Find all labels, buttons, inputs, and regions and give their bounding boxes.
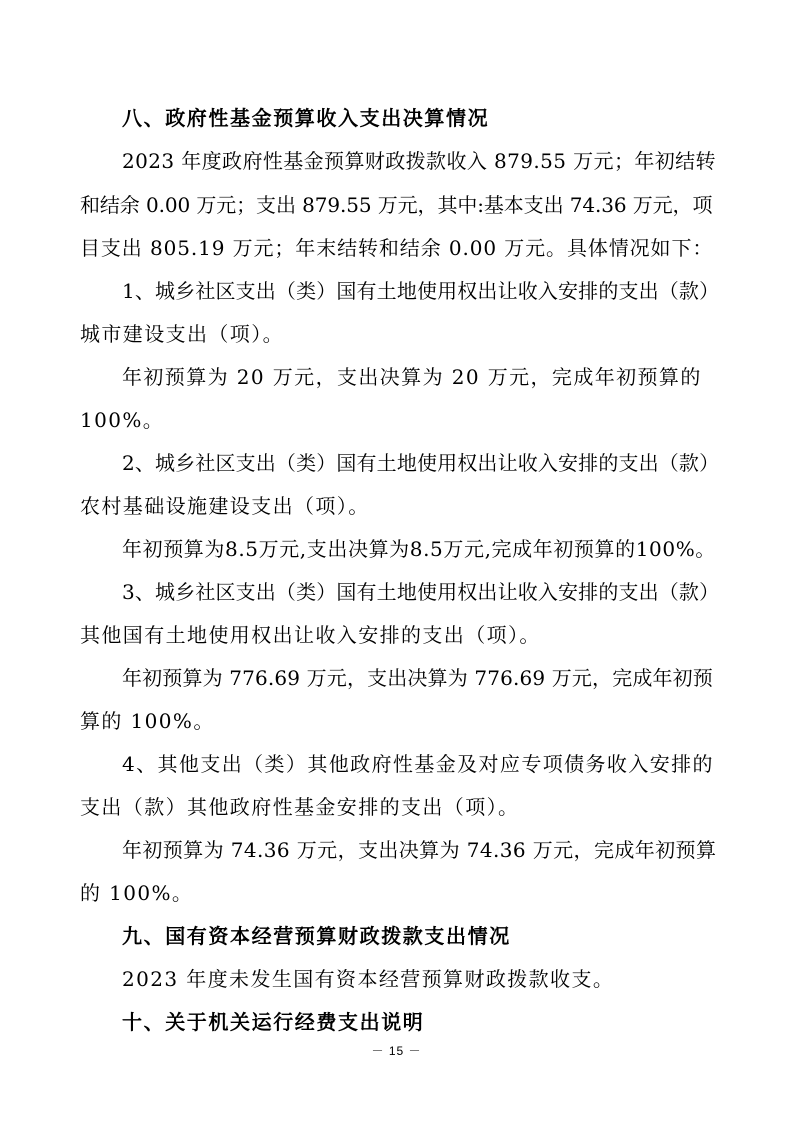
- item-2-title-line-1: 2、城乡社区支出（类）国有土地使用权出让收入安排的支出（款）: [122, 451, 720, 475]
- page-number: － 15 －: [371, 1044, 422, 1058]
- section-heading-9: 九、国有资本经营预算财政拨款支出情况: [122, 924, 511, 948]
- item-3-detail-line-2: 算的 100%。: [80, 709, 215, 733]
- item-3-title-line-1: 3、城乡社区支出（类）国有土地使用权出让收入安排的支出（款）: [122, 580, 720, 604]
- item-2-detail-line-1: 年初预算为8.5万元,支出决算为8.5万元,完成年初预算的100%。: [122, 537, 716, 561]
- section-8-summary-line-1: 2023 年度政府性基金预算财政拨款收入 879.55 万元；年初结转: [122, 149, 716, 173]
- item-4-title-line-1: 4、其他支出（类）其他政府性基金及对应专项债务收入安排的: [122, 752, 714, 776]
- item-4-detail-line-2: 的 100%。: [80, 881, 194, 905]
- item-3-detail-line-1: 年初预算为 776.69 万元，支出决算为 776.69 万元，完成年初预: [122, 666, 713, 690]
- section-heading-10: 十、关于机关运行经费支出说明: [122, 1010, 425, 1034]
- section-8-summary-line-3: 目支出 805.19 万元；年末结转和结余 0.00 万元。具体情况如下：: [80, 236, 714, 260]
- item-1-detail-line-2: 100%。: [80, 408, 165, 432]
- section-heading-8: 八、政府性基金预算收入支出决算情况: [122, 106, 490, 130]
- item-1-title-line-1: 1、城乡社区支出（类）国有土地使用权出让收入安排的支出（款）: [122, 279, 720, 303]
- item-4-title-line-2: 支出（款）其他政府性基金安排的支出（项）。: [80, 795, 520, 819]
- section-8-summary-line-2: 和结余 0.00 万元；支出 879.55 万元，其中:基本支出 74.36 万元，项: [80, 193, 713, 217]
- section-9-summary-line-1: 2023 年度未发生国有资本经营预算财政拨款收支。: [122, 967, 615, 991]
- item-2-title-line-2: 农村基础设施建设支出（项）。: [80, 494, 370, 518]
- item-3-title-line-2: 其他国有土地使用权出让收入安排的支出（项）。: [80, 623, 541, 647]
- item-1-title-line-2: 城市建设支出（项）。: [80, 322, 284, 346]
- item-1-detail-line-1: 年初预算为 20 万元，支出决算为 20 万元，完成年初预算的: [122, 365, 702, 389]
- item-4-detail-line-1: 年初预算为 74.36 万元，支出决算为 74.36 万元，完成年初预算: [122, 838, 717, 862]
